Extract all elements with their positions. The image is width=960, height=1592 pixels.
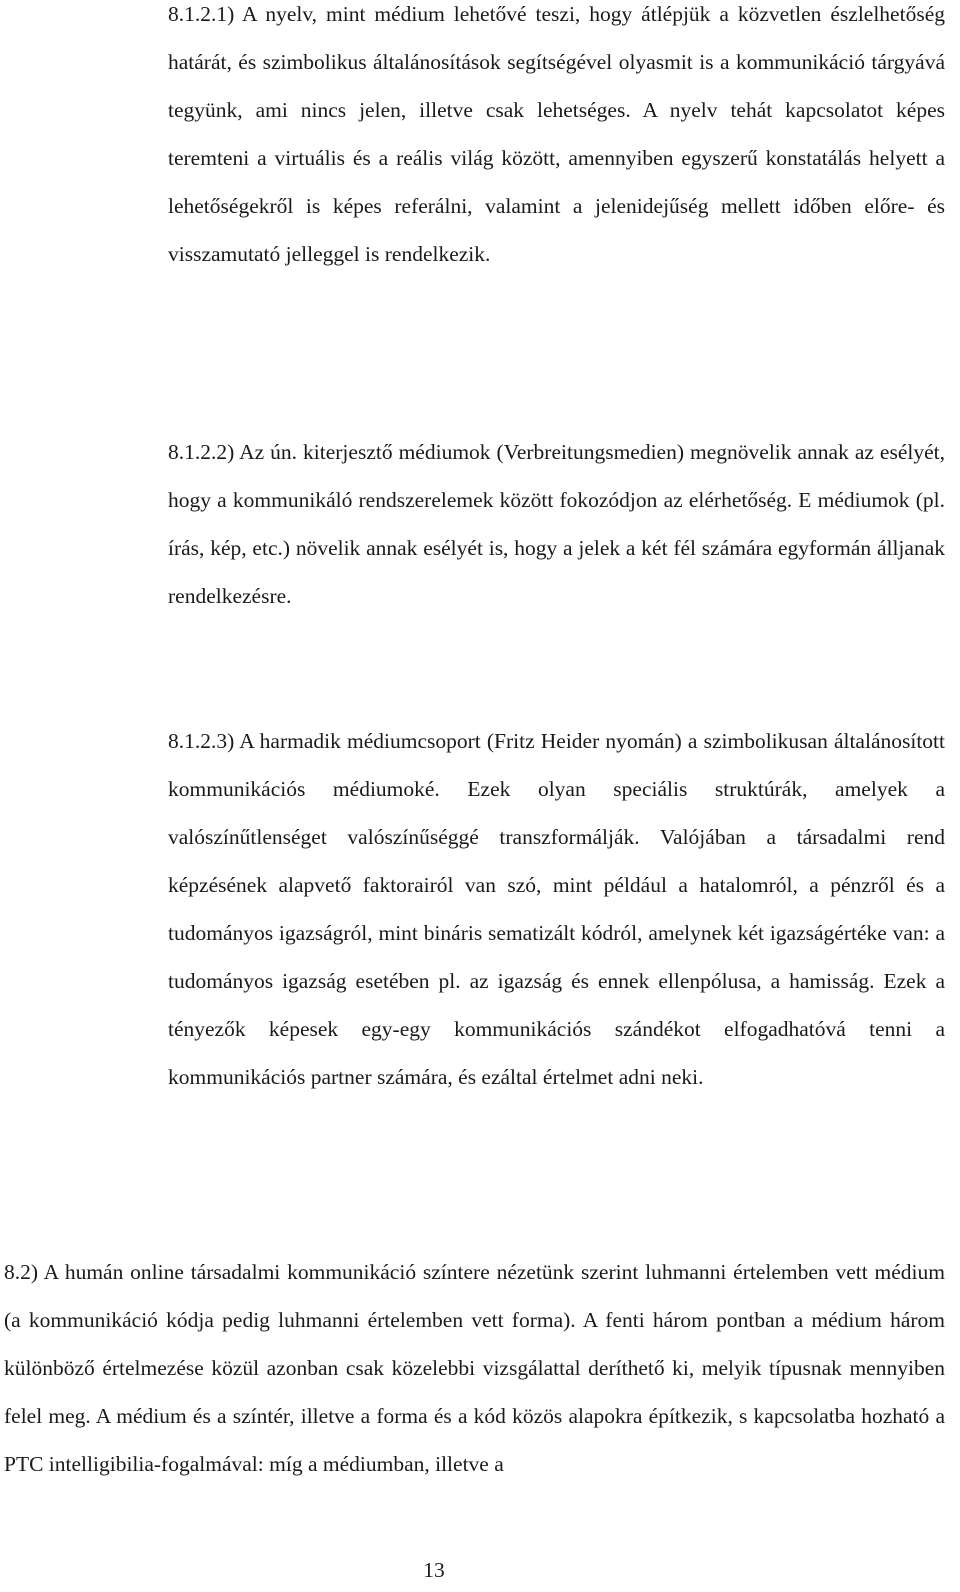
paragraph-8-1-2-3: 8.1.2.3) A harmadik médiumcsoport (Fritz Heider nyomán) a szimbolikusan általánosított kommunikációs médiumoké. Ezek olyan speciális struktúrák, amelyek a valószínűtlenséget valószínűséggé transzformálják. Valójában a társadalmi rend képzésének alapvető faktorairól van szó, mint például a hatalomról, a pénzről és a tudományos igazságról, mint bináris sematizált kódról, amelynek két igazságértéke van: a tudományos igazság esetében pl. az igazság és ennek ellenpólusa, a hamisság. Ezek a tényezők képesek egy-egy kommunikációs szándékot elfogadhatóvá tenni a kommunikációs partner számára, és ezáltal értelmet adni neki. bbox=[168, 729, 945, 1089]
paragraph-8-1-2-2: 8.1.2.2) Az ún. kiterjesztő médiumok (Verbreitungsmedien) megnövelik annak az esélyét, hogy a kommunikáló rendszerelemek között fokozódjon az elérhetőség. E médiumok (pl. írás, kép, etc.) növelik annak esélyét is, hogy a jelek a két fél számára egyformán álljanak rendelkezésre. bbox=[168, 440, 945, 608]
paragraph-8-1-2-1: 8.1.2.1) A nyelv, mint médium lehetővé teszi, hogy átlépjük a közvetlen észlelhetőség határát, és szimbolikus általánosítások segítségével olyasmit is a kommunikáció tárgyává tegyünk, ami nincs jelen, illetve csak lehetséges. A nyelv tehát kapcsolatot képes teremteni a virtuális és a reális világ között, amennyiben egyszerű konstatálás helyett a lehetőségekről is képes referálni, valamint a jelenidejűség mellett időben előre- és visszamutató jelleggel is rendelkezik. bbox=[168, 2, 945, 266]
paragraph-8-2: 8.2) A humán online társadalmi kommunikáció színtere nézetünk szerint luhmanni értelemben vett médium (a kommunikáció kódja pedig luhmanni értelemben vett forma). A fenti három pontban a médium három különböző értelmezése közül azonban csak közelebbi vizsgálattal deríthető ki, melyik típusnak mennyiben felel meg. A médium és a színtér, illetve a forma és a kód közös alapokra építkezik, s kapcsolatba hozható a PTC intelligibilia-fogalmával: míg a médiumban, illetve a bbox=[4, 1260, 945, 1476]
page-number: 13 bbox=[423, 1558, 445, 1582]
